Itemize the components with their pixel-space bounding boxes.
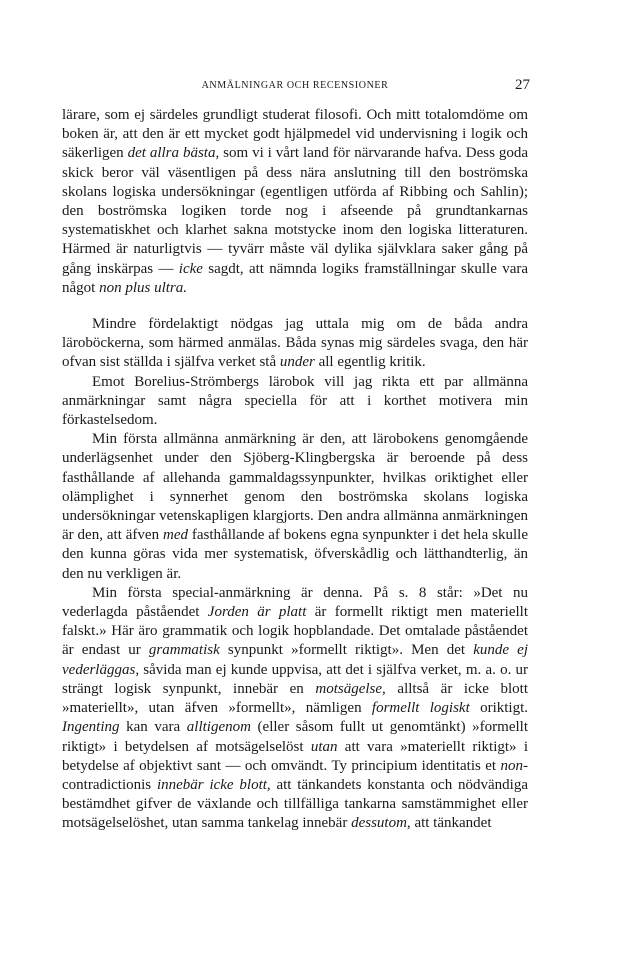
paragraph-gap — [62, 298, 528, 315]
page-number: 27 — [515, 77, 530, 93]
italic-text: icke — [178, 260, 203, 277]
text-segment: (eller såsom fullt ut genomtänkt) »formellt riktigt» i betydelsen af motsägelselöst — [62, 719, 529, 755]
text-segment: synpunkt »formellt riktigt». Men det — [219, 642, 474, 659]
italic-text: kunde ej vederläggas, — [62, 642, 529, 678]
text-segment: Mindre fördelaktigt nödgas jag uttala mig om de båda andra läroböckerna, som härmed anmälas. Båda synas mig särdeles svaga, den här ofvan sist ställda i själfva verket stå — [62, 316, 528, 371]
text-segment: som vi i vårt land för närvarande hafva. Dess goda skick beror väl väsentligen på dess nära anslutning till den boströmska skolans logiska undersökningar (egentligen utförda af Ribbing och Sahlin); den boströmska logiken torde nog i afseende på grundtankarnas systematiskhet och klarhet sakna motstycke inom den logiska litteraturen. Härmed är naturligtvis — tyvärr måste väl dylika självklara saker gång på gång inskärpas — — [62, 145, 528, 277]
article-body — [62, 106, 528, 834]
italic-text: non plus ultra. — [99, 279, 188, 296]
text-segment: -contradictionis — [62, 757, 528, 793]
paragraph — [62, 430, 528, 584]
text-segment: oriktigt. — [469, 700, 528, 717]
text-segment: såvida man ej kunde uppvisa, att det i själfva verket, m. a. o. ur strängt logisk synpunkt, innebär en — [62, 661, 528, 697]
italic-text: under — [279, 354, 315, 371]
text-segment: att tänkandets konstanta och nödvändiga bestämdhet gifver de växlande och tillfälliga tankarna samstämmighet eller motsägelselöshet, utan samma tankelag innebär — [62, 776, 528, 832]
italic-text: utan — [310, 738, 338, 755]
italic-text: formellt logiskt — [371, 700, 470, 717]
text-segment: Emot Borelius-Strömbergs lärobok vill jag rikta ett par allmänna anmärkningar samt några speciella för att i korthet motivera min förkastelsedom. — [62, 373, 528, 429]
paragraph — [62, 373, 528, 431]
italic-text: med — [162, 527, 188, 544]
italic-text: Jorden är platt — [207, 604, 307, 621]
text-segment: Min första allmänna anmärkning är den, att lärobokens genomgående underlägsenhet under den Sjöberg-Klingbergska är beroende på dess fasthållande af allehanda gammaldagssynpunkter, hvilkas oriktighet eller olämplighet i synnerhet genom den boströmska skolans logiska undersökningar vetenskapligen klargjorts. Den andra allmänna anmärkningen är den, att äfven — [62, 431, 528, 544]
text-segment: att tänkandet — [410, 815, 492, 832]
text-segment: sagdt, att nämnda logiks framställningar skulle vara något — [62, 260, 528, 296]
paragraph — [62, 315, 528, 373]
text-segment: är formellt riktigt men materiellt falskt.» Här äro grammatik och logik hopblandade. Det omtalade påståendet är endast ur — [62, 604, 529, 659]
italic-text: det allra bästa, — [127, 145, 220, 162]
paragraph — [62, 584, 528, 834]
text-segment: all egentlig kritik. — [314, 354, 426, 371]
text-segment: fasthållande af bokens egna synpunkter i det hela skulle den kunna göras vida mer systematisk, öfverskådlig och lätthandterlig, än den nu verkligen är. — [62, 527, 528, 582]
running-head: ANMÄLNINGAR OCH RECENSIONER — [201, 80, 389, 91]
page-header — [60, 77, 530, 96]
text-segment: Min första special-anmärkning är denna. På s. 8 står: »Det nu vederlagda påståendet — [62, 584, 528, 621]
italic-text: dessutom, — [351, 815, 411, 832]
text-segment: att vara »materiellt riktigt» i betydelse af objektivt sant — och omvändt. Ty principium identitatis et — [62, 738, 528, 774]
italic-text: alltigenom — [186, 719, 251, 736]
italic-text: motsägelse, — [315, 680, 386, 697]
text-segment: lärare, som ej särdeles grundligt studerat filosofi. Och mitt totalomdöme om boken är, att den är ett mycket godt hjälpmedel vid undervisning i logik och säkerligen — [62, 107, 528, 162]
text-segment: alltså är icke blott »materiellt», utan äfven »formellt», nämligen — [62, 680, 529, 717]
italic-text: non — [500, 757, 523, 774]
italic-text: innebär icke blott, — [156, 776, 271, 793]
paragraph — [62, 106, 528, 298]
italic-text: Ingenting — [62, 719, 120, 736]
text-segment: kan vara — [119, 719, 187, 736]
italic-text: grammatisk — [148, 642, 220, 659]
